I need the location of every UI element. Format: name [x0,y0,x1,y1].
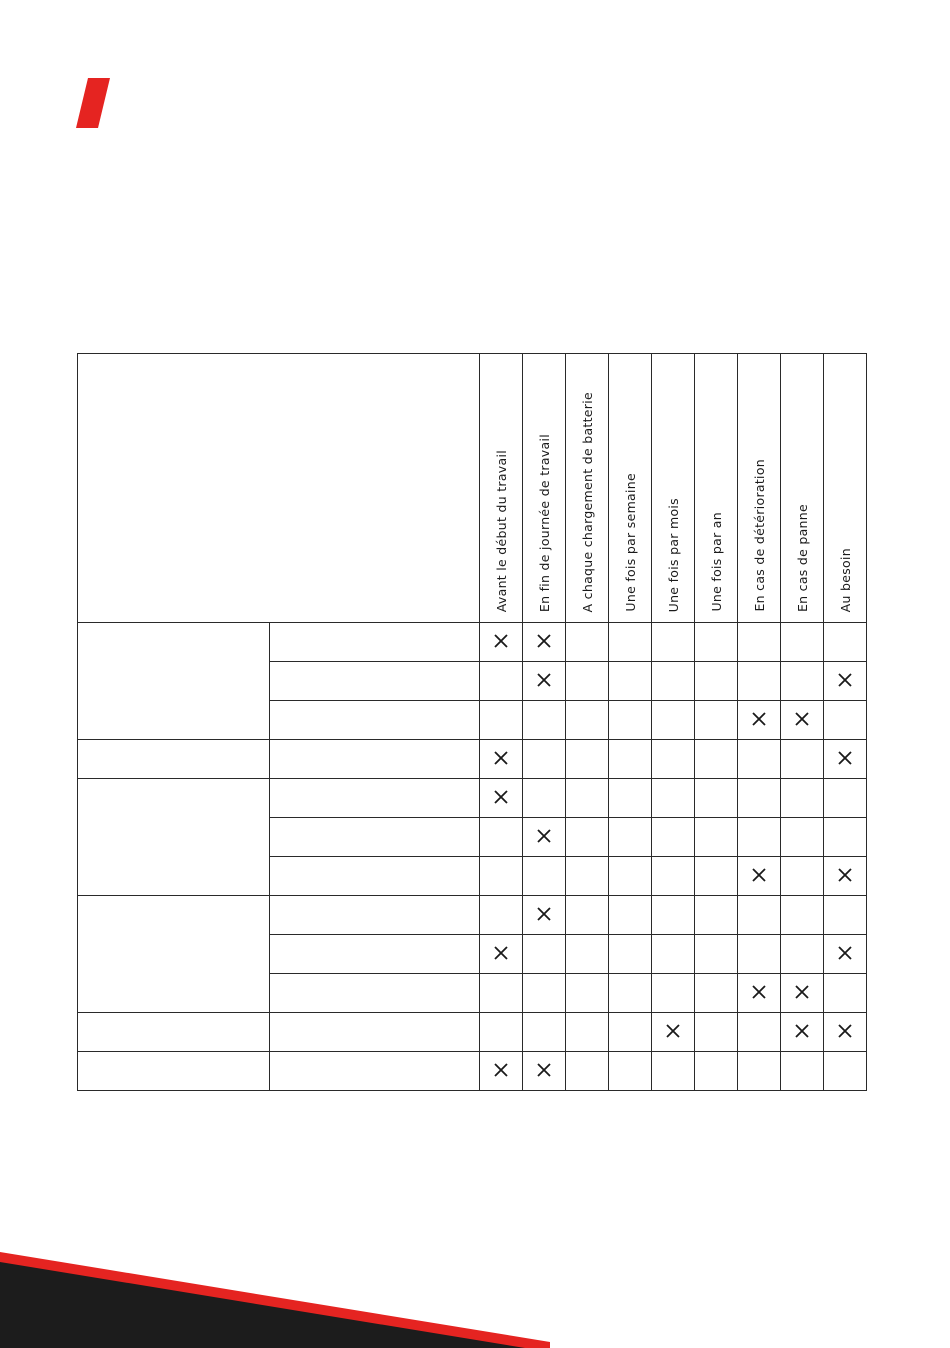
header-cell [738,354,781,623]
header-cell [695,354,738,623]
frequency-header: Au besoin [837,547,853,612]
table-row [78,623,867,662]
frequency-cell [523,818,566,857]
frequency-cell [824,740,867,779]
frequency-cell [824,935,867,974]
frequency-cell [480,935,523,974]
check-cross-icon [666,1024,680,1038]
frequency-cell [652,779,695,818]
frequency-cell [523,740,566,779]
check-cross-icon [752,868,766,882]
brand-logo-mark [76,78,110,128]
frequency-cell [738,935,781,974]
frequency-cell [566,935,609,974]
frequency-cell [738,974,781,1013]
frequency-cell [695,740,738,779]
frequency-cell [824,623,867,662]
frequency-cell [523,623,566,662]
header-cell [824,354,867,623]
item-label-cell [270,779,480,818]
frequency-cell [695,857,738,896]
check-cross-icon [838,868,852,882]
frequency-cell [781,818,824,857]
check-cross-icon [537,634,551,648]
frequency-cell [738,662,781,701]
group-label-cell [78,1052,270,1091]
frequency-cell [738,896,781,935]
frequency-cell [566,857,609,896]
frequency-cell [523,1052,566,1091]
frequency-cell [480,896,523,935]
frequency-cell [652,740,695,779]
frequency-cell [566,779,609,818]
frequency-cell [738,818,781,857]
maintenance-frequency-table [77,353,867,1091]
check-cross-icon [795,985,809,999]
frequency-cell [480,623,523,662]
frequency-cell [566,896,609,935]
frequency-header: Avant le début du travail [493,449,509,612]
check-cross-icon [752,985,766,999]
header-cell [566,354,609,623]
frequency-header: En cas de détérioration [751,459,767,612]
frequency-cell [738,623,781,662]
frequency-cell [566,701,609,740]
frequency-cell [523,701,566,740]
frequency-cell [652,662,695,701]
frequency-cell [523,935,566,974]
header-cell [652,354,695,623]
frequency-cell [824,779,867,818]
check-cross-icon [494,1063,508,1077]
check-cross-icon [494,634,508,648]
frequency-cell [480,1013,523,1052]
header-blank-cell [78,354,480,623]
frequency-cell [566,818,609,857]
frequency-cell [738,1013,781,1052]
check-cross-icon [752,712,766,726]
frequency-cell [523,857,566,896]
frequency-cell [609,662,652,701]
frequency-cell [695,935,738,974]
frequency-cell [781,1013,824,1052]
frequency-cell [609,779,652,818]
item-label-cell [270,935,480,974]
frequency-cell [523,662,566,701]
table-row [78,740,867,779]
frequency-cell [695,974,738,1013]
frequency-cell [652,1013,695,1052]
item-label-cell [270,740,480,779]
check-cross-icon [494,946,508,960]
frequency-cell [781,740,824,779]
frequency-cell [781,935,824,974]
frequency-cell [609,1013,652,1052]
frequency-cell [824,1013,867,1052]
frequency-cell [695,1013,738,1052]
frequency-cell [652,896,695,935]
header-cell [480,354,523,623]
frequency-cell [695,818,738,857]
frequency-cell [480,740,523,779]
frequency-header: Une fois par semaine [622,473,638,612]
frequency-cell [824,857,867,896]
frequency-cell [652,1052,695,1091]
frequency-header: En cas de panne [794,503,810,612]
frequency-cell [781,701,824,740]
table-row [78,896,867,935]
frequency-cell [523,779,566,818]
frequency-cell [652,623,695,662]
check-cross-icon [537,907,551,921]
frequency-cell [781,779,824,818]
check-cross-icon [494,751,508,765]
group-label-cell [78,1013,270,1052]
item-label-cell [270,974,480,1013]
item-label-cell [270,1013,480,1052]
item-label-cell [270,1052,480,1091]
item-label-cell [270,818,480,857]
frequency-cell [609,818,652,857]
frequency-cell [480,701,523,740]
frequency-cell [566,662,609,701]
frequency-cell [609,896,652,935]
check-cross-icon [537,673,551,687]
frequency-cell [609,974,652,1013]
frequency-cell [781,974,824,1013]
check-cross-icon [838,1024,852,1038]
frequency-header: Une fois par an [708,512,724,612]
item-label-cell [270,701,480,740]
table-body [78,623,867,1091]
frequency-cell [824,1052,867,1091]
frequency-cell [652,857,695,896]
frequency-cell [609,623,652,662]
group-label-cell [78,623,270,740]
frequency-cell [609,857,652,896]
frequency-cell [695,662,738,701]
check-cross-icon [494,790,508,804]
frequency-cell [480,974,523,1013]
frequency-cell [781,662,824,701]
frequency-cell [566,740,609,779]
frequency-cell [695,779,738,818]
frequency-cell [824,818,867,857]
frequency-cell [652,818,695,857]
frequency-cell [781,896,824,935]
footer-band [0,1250,950,1348]
frequency-cell [695,896,738,935]
check-cross-icon [838,946,852,960]
frequency-cell [652,935,695,974]
frequency-cell [480,779,523,818]
frequency-cell [609,935,652,974]
frequency-cell [523,1013,566,1052]
frequency-cell [480,1052,523,1091]
group-label-cell [78,779,270,896]
frequency-header: En fin de journée de travail [536,433,552,612]
frequency-cell [824,662,867,701]
frequency-cell [781,623,824,662]
check-cross-icon [537,829,551,843]
frequency-cell [652,701,695,740]
header-cell [781,354,824,623]
frequency-header: A chaque chargement de batterie [579,391,595,612]
item-label-cell [270,857,480,896]
item-label-cell [270,662,480,701]
frequency-cell [566,1013,609,1052]
header-cell [523,354,566,623]
frequency-cell [652,974,695,1013]
frequency-cell [695,1052,738,1091]
frequency-cell [566,1052,609,1091]
frequency-cell [738,701,781,740]
frequency-cell [609,701,652,740]
header-cell [609,354,652,623]
frequency-header: Une fois par mois [665,497,681,612]
frequency-cell [609,740,652,779]
frequency-cell [480,662,523,701]
frequency-cell [824,896,867,935]
frequency-cell [738,740,781,779]
check-cross-icon [795,1024,809,1038]
check-cross-icon [838,673,852,687]
frequency-cell [566,974,609,1013]
table-row [78,1052,867,1091]
frequency-cell [480,818,523,857]
frequency-cell [738,779,781,818]
table-row [78,1013,867,1052]
frequency-cell [480,857,523,896]
frequency-cell [695,623,738,662]
frequency-cell [824,974,867,1013]
check-cross-icon [795,712,809,726]
frequency-cell [781,1052,824,1091]
frequency-cell [824,701,867,740]
item-label-cell [270,623,480,662]
frequency-cell [523,974,566,1013]
check-cross-icon [838,751,852,765]
check-cross-icon [537,1063,551,1077]
frequency-cell [738,1052,781,1091]
frequency-cell [781,857,824,896]
table-header-row [78,354,867,623]
group-label-cell [78,896,270,1013]
frequency-cell [738,857,781,896]
group-label-cell [78,740,270,779]
item-label-cell [270,896,480,935]
frequency-cell [609,1052,652,1091]
frequency-cell [523,896,566,935]
frequency-cell [695,701,738,740]
frequency-cell [566,623,609,662]
table-row [78,779,867,818]
